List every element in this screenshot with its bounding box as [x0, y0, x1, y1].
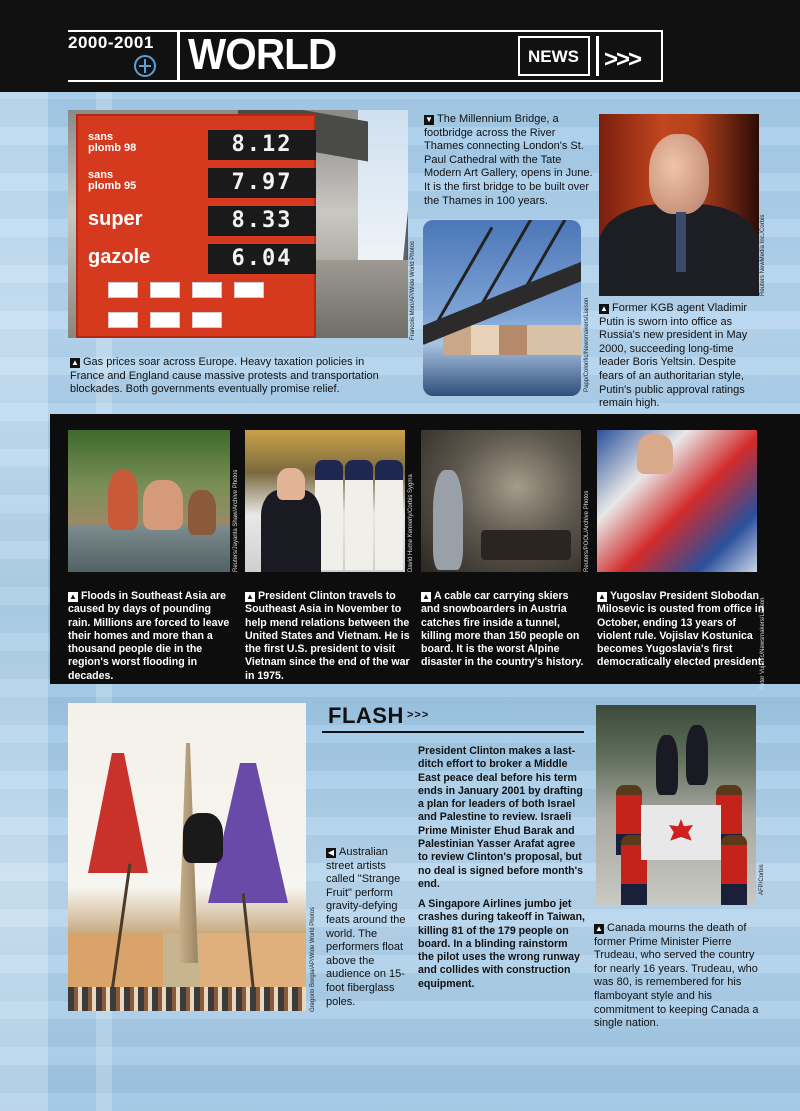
fuel-label: gazole: [88, 246, 151, 268]
putin-photo: [599, 114, 759, 296]
header-divider: [177, 30, 180, 82]
bridge-caption: [424, 113, 594, 208]
caption-text: The Millennium Bridge, a footbridge across the River Thames connecting London's St. Paul Cathedral with the Tate Modern Art Gallery, opens in June. It is the first bridge to be built over the Thames in 100 years.: [424, 113, 593, 207]
caption-text: Gas prices soar across Europe. Heavy taxation policies in France and England cause massive protests and transportation blockades. Both governments eventually promise relief.: [70, 356, 379, 396]
card-logo: [192, 282, 222, 298]
caption-text: President Clinton travels to Southeast Asia in November to help mend relations between the United States and Vietnam. He is the first U.S. president to visit Vietnam since the end of the war in 1975.: [245, 590, 410, 682]
caption-text: A cable car carrying skiers and snowboarders in Austria catches fire inside a tunnel, killing more than 150 people on board. It is the worst Alpine disaster in the country's history.: [421, 590, 584, 669]
triangle-down-icon: ▼: [425, 115, 433, 124]
clinton-photo: [245, 430, 405, 572]
photo-credit: Gregorio Borgia/AP/Wide World Photos: [310, 907, 316, 1012]
card-logo: [192, 312, 222, 328]
photo-credit: Peter Vujanic/Newsmakers/Liaison: [760, 597, 766, 690]
trudeau-funeral-photo: [596, 705, 756, 905]
trudeau-caption: [594, 922, 764, 1031]
flash-arrows: >>>: [407, 709, 430, 721]
photo-credit: AFP/Corbis: [759, 864, 765, 895]
bridge-photo: [423, 220, 581, 396]
gas-prices-photo: [68, 110, 408, 338]
floods-photo: [68, 430, 230, 572]
page-title: WORLD: [188, 30, 337, 79]
milosevic-caption: [597, 590, 765, 670]
clinton-caption: [245, 590, 413, 683]
cable-car-tunnel-photo: [421, 430, 581, 572]
caption-text: Yugoslav President Slobodan Milosevic is ousted from office in October, ending 13 years of violent rule. Vojislav Kostunica becomes Yugoslavia's first democratically elected president.: [597, 590, 765, 669]
photo-credit: David Hume Kennerly/Corbis Sygma: [408, 474, 414, 572]
photo-credit: Reuters NewMedia Inc./Corbis: [760, 214, 766, 296]
card-logo: [150, 282, 180, 298]
caption-text: Australian street artists called "Strange Fruit" perform gravity-defying feats around the world. The performers float above the audience on 15-foot fiberglass poles.: [326, 846, 406, 1008]
globe-icon: [134, 55, 156, 77]
triangle-up-icon: ▲: [600, 304, 608, 313]
caption-text: Canada mourns the death of former Prime Minister Pierre Trudeau, who served the country for nearly 16 years. Trudeau, who was 80, is remembered for his flamboyant style and his commitment to keeping Canada a single nation.: [594, 922, 759, 1030]
caption-text: Former KGB agent Vladimir Putin is sworn into office as Russia's new president in May 2000, succeeding long-time leader Boris Yeltsin. Despite fears of an authoritarian style, Putin's public approval ratings remain high.: [599, 302, 748, 410]
fuel-price: 8.12: [208, 130, 316, 160]
fuel-price: 7.97: [208, 168, 316, 198]
card-logo: [108, 312, 138, 328]
triangle-left-icon: ◀: [327, 848, 335, 857]
triangle-up-icon: ▲: [246, 592, 254, 601]
caption-text: Floods in Southeast Asia are caused by days of pounding rain. Millions are forced to leave their homes and more than a thousand people die in the region's worst flooding in decades.: [68, 590, 230, 682]
header-years: 2000-2001: [68, 30, 164, 54]
cable-car-caption: [421, 590, 585, 670]
photo-credit: Reuters/Jayanta Shaw/Archive Photos: [233, 469, 239, 572]
photo-credit: Reuters/POOL/Archive Photos: [584, 490, 590, 572]
section-label: NEWS: [528, 47, 579, 66]
price-sign: [76, 114, 316, 338]
fuel-label: sans plomb 98: [88, 131, 137, 154]
milosevic-protest-photo: [597, 430, 757, 572]
gas-caption: [70, 356, 400, 397]
card-logo: [234, 282, 264, 298]
stilts-caption: [326, 846, 412, 1009]
fuel-price: 6.04: [208, 244, 316, 274]
card-logo: [108, 282, 138, 298]
triangle-up-icon: ▲: [69, 592, 77, 601]
header-divider: [596, 36, 599, 76]
photo-credit: Papp/Colorific/Newsmakers/Liaison: [584, 297, 590, 392]
card-logo: [150, 312, 180, 328]
flash-story-singapore-airlines: A Singapore Airlines jumbo jet crashes during takeoff in Taiwan, killing 81 of the 179 people on board. In a blinding rainstorm the pilot uses the wrong runway and collides with construction equipment.: [418, 898, 585, 990]
fuel-price: 8.33: [208, 206, 316, 236]
triangle-up-icon: ▲: [71, 358, 79, 367]
triangle-up-icon: ▲: [595, 924, 603, 933]
fuel-label: super: [88, 208, 143, 230]
header-arrows: >>>: [604, 46, 641, 73]
fuel-label: sans plomb 95: [88, 169, 137, 192]
triangle-up-icon: ▲: [422, 592, 430, 601]
flash-rule: [322, 731, 584, 733]
putin-caption: [599, 302, 763, 411]
flash-heading: FLASH: [328, 703, 404, 728]
stilt-performers-photo: [68, 703, 306, 1011]
flash-story-middle-east: President Clinton makes a last-ditch effort to broker a Middle East peace deal before his term ends in January 2001 by drafting a plan for leaders of both Israel and Palestine to review. Israeli Prime Minister Ehud Barak and Palestinian Yasser Arafat agree to review Clinton's proposal, but no deal is signed before month's end.: [418, 745, 583, 890]
photo-credit: Francois Mori/AP/Wide World Photos: [410, 241, 416, 340]
triangle-up-icon: ▲: [598, 592, 606, 601]
floods-caption: [68, 590, 232, 683]
